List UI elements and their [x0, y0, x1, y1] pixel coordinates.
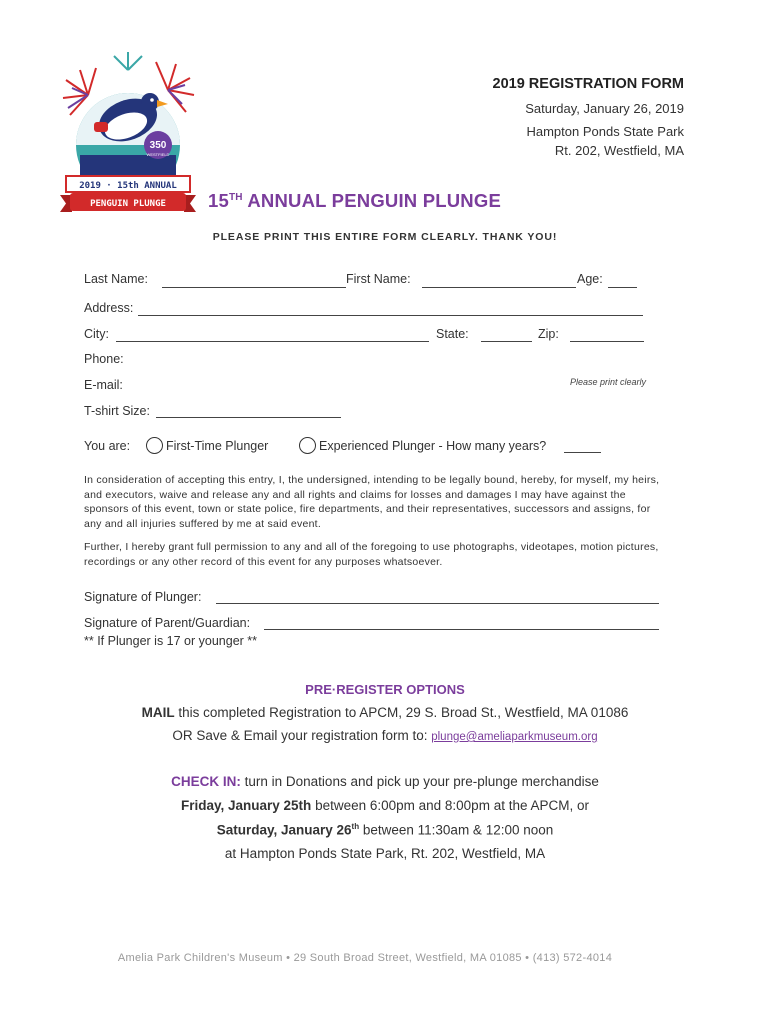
first-name-field[interactable] — [422, 287, 576, 288]
checkin-friday: Friday, January 25th between 6:00pm and 8:00pm at the APCM, or — [181, 798, 589, 813]
print-instruction: PLEASE PRINT THIS ENTIRE FORM CLEARLY. THANK YOU! — [212, 231, 558, 243]
zip-label: Zip: — [538, 327, 559, 341]
years-field[interactable] — [564, 452, 601, 453]
age-label: Age: — [577, 272, 603, 286]
address-label: Address: — [84, 301, 134, 315]
guardian-signature-label: Signature of Parent/Guardian: — [84, 616, 251, 630]
print-clearly-note: Please print clearly — [570, 377, 647, 387]
event-date: Saturday, January 26, 2019 — [525, 101, 684, 116]
age-field[interactable] — [608, 287, 637, 288]
email-label: E-mail: — [84, 378, 123, 392]
banner-line1: 2019 · 15th ANNUAL — [79, 181, 177, 191]
waiver-paragraph: In consideration of accepting this entry, I, the undersigned, intending to be legally bound, hereby, for myself, my heirs, and executors, waive and release any and all rights and claims for losses and damages I may have against the sponsors of this event, town or state police, fire departments, and their representatives, successors and assigns, for any and all injuries suffered by me at said event. — [84, 474, 660, 530]
registration-email-link[interactable]: plunge@ameliaparkmuseum.org — [431, 731, 598, 743]
first-time-radio[interactable] — [146, 437, 163, 454]
zip-field[interactable] — [570, 341, 644, 342]
tshirt-label: T-shirt Size: — [84, 404, 150, 418]
preregister-heading: PRE·REGISTER OPTIONS — [305, 682, 465, 697]
experienced-radio[interactable] — [299, 437, 316, 454]
first-time-label: First-Time Plunger — [166, 439, 269, 453]
form-title: 2019 REGISTRATION FORM — [492, 76, 684, 92]
footer-contact: Amelia Park Children's Museum • 29 South Broad Street, Westfield, MA 01085 • (413) 572-4014 — [117, 952, 613, 964]
tshirt-field[interactable] — [156, 417, 341, 418]
checkin-location: at Hampton Ponds State Park, Rt. 202, Westfield, MA — [224, 846, 546, 861]
you-are-label: You are: — [84, 439, 131, 453]
media-release-paragraph: Further, I hereby grant full permission to any and all of the foregoing to use photographs, videotapes, motion pictures, recordings or any other record of this event for any purposes whatsoever. — [84, 541, 659, 568]
experienced-label: Experienced Plunger - How many years? — [319, 439, 547, 453]
event-title: 15TH ANNUAL PENGUIN PLUNGE — [208, 190, 501, 211]
age-requirement-note: ** If Plunger is 17 or younger ** — [84, 634, 258, 648]
checkin-line: CHECK IN: turn in Donations and pick up your pre-plunge merchandise — [171, 774, 599, 789]
plunger-signature-label: Signature of Plunger: — [84, 590, 202, 604]
penguin-plunge-logo — [58, 50, 198, 215]
address-field[interactable] — [138, 315, 643, 316]
event-address: Rt. 202, Westfield, MA — [554, 143, 684, 158]
state-field[interactable] — [481, 341, 532, 342]
phone-label: Phone: — [84, 352, 124, 366]
first-name-label: First Name: — [346, 272, 411, 286]
guardian-signature-field[interactable] — [264, 629, 659, 630]
plunger-signature-field[interactable] — [216, 603, 659, 604]
city-label: City: — [84, 327, 109, 341]
badge-text: 350 — [149, 140, 167, 151]
email-instruction: OR Save & Email your registration form to: plunge@ameliaparkmuseum.org — [172, 728, 598, 743]
mail-instruction: MAIL this completed Registration to APCM, 29 S. Broad St., Westfield, MA 01086 — [141, 705, 629, 720]
event-place: Hampton Ponds State Park — [526, 124, 684, 139]
last-name-field[interactable] — [162, 287, 346, 288]
checkin-saturday: Saturday, January 26th between 11:30am & 12:00 noon — [216, 822, 554, 838]
state-label: State: — [436, 327, 469, 341]
city-field[interactable] — [116, 341, 429, 342]
last-name-label: Last Name: — [84, 272, 148, 286]
banner-line2: PENGUIN PLUNGE — [90, 199, 166, 209]
badge-subtext: WESTFIELD — [146, 152, 170, 157]
